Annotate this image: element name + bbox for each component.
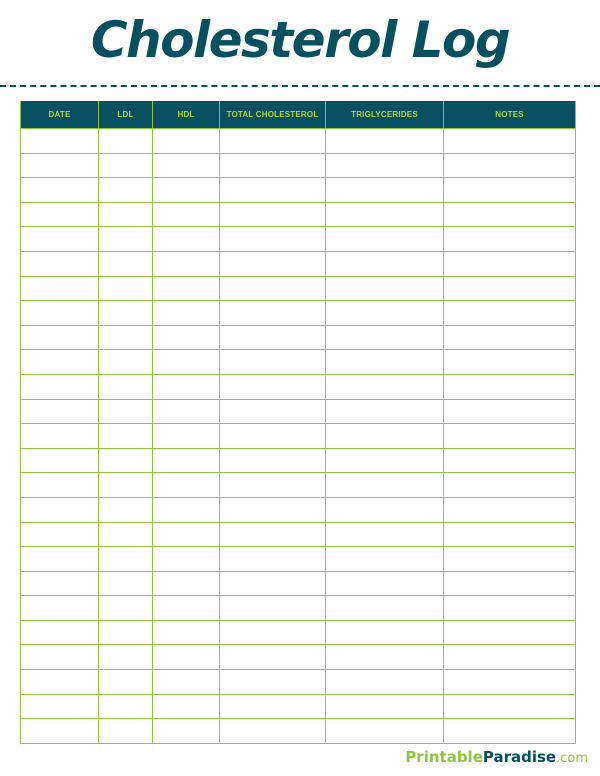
cell-ldl[interactable] [99, 227, 153, 252]
cell-ldl[interactable] [99, 325, 153, 350]
cell-notes[interactable] [444, 719, 576, 744]
cell-ldl[interactable] [99, 596, 153, 621]
cell-date[interactable] [21, 399, 99, 424]
table-row [21, 153, 576, 178]
title-divider [0, 85, 600, 87]
cell-hdl[interactable] [153, 473, 220, 498]
cell-ldl[interactable] [99, 497, 153, 522]
table-row [21, 178, 576, 203]
cell-hdl[interactable] [153, 153, 220, 178]
cell-hdl[interactable] [153, 547, 220, 572]
table-row [21, 497, 576, 522]
cell-total-cholesterol[interactable] [220, 325, 326, 350]
cell-date[interactable] [21, 547, 99, 572]
cell-triglycerides[interactable] [326, 276, 444, 301]
cell-hdl[interactable] [153, 301, 220, 326]
cell-ldl[interactable] [99, 670, 153, 695]
table-row [21, 571, 576, 596]
cell-total-cholesterol[interactable] [220, 227, 326, 252]
table-row [21, 473, 576, 498]
cell-triglycerides[interactable] [326, 227, 444, 252]
table-row [21, 325, 576, 350]
cell-ldl[interactable] [99, 202, 153, 227]
cell-ldl[interactable] [99, 694, 153, 719]
cell-date[interactable] [21, 473, 99, 498]
table-row [21, 399, 576, 424]
table-row [21, 670, 576, 695]
cell-triglycerides[interactable] [326, 325, 444, 350]
cell-date[interactable] [21, 301, 99, 326]
column-header-date: DATE [21, 101, 99, 129]
cell-hdl[interactable] [153, 350, 220, 375]
column-header-ldl: LDL [99, 101, 153, 129]
cell-ldl[interactable] [99, 719, 153, 744]
cell-hdl[interactable] [153, 399, 220, 424]
cell-ldl[interactable] [99, 571, 153, 596]
cell-total-cholesterol[interactable] [220, 153, 326, 178]
cell-total-cholesterol[interactable] [220, 473, 326, 498]
cell-notes[interactable] [444, 497, 576, 522]
table-row [21, 350, 576, 375]
column-header-hdl: HDL [153, 101, 220, 129]
cell-date[interactable] [21, 325, 99, 350]
cell-triglycerides[interactable] [326, 522, 444, 547]
cell-triglycerides[interactable] [326, 374, 444, 399]
cell-hdl[interactable] [153, 620, 220, 645]
cell-ldl[interactable] [99, 178, 153, 203]
cell-total-cholesterol[interactable] [220, 276, 326, 301]
cell-hdl[interactable] [153, 424, 220, 449]
column-header-total-cholesterol: TOTAL CHOLESTEROL [220, 101, 326, 129]
cell-triglycerides[interactable] [326, 424, 444, 449]
cell-date[interactable] [21, 153, 99, 178]
cell-ldl[interactable] [99, 448, 153, 473]
cell-date[interactable] [21, 719, 99, 744]
cell-hdl[interactable] [153, 251, 220, 276]
cell-triglycerides[interactable] [326, 620, 444, 645]
cell-triglycerides[interactable] [326, 202, 444, 227]
cell-date[interactable] [21, 227, 99, 252]
cell-total-cholesterol[interactable] [220, 645, 326, 670]
cell-hdl[interactable] [153, 325, 220, 350]
table-row [21, 596, 576, 621]
cell-hdl[interactable] [153, 645, 220, 670]
table-body [21, 129, 576, 744]
cell-date[interactable] [21, 276, 99, 301]
cell-ldl[interactable] [99, 251, 153, 276]
cell-triglycerides[interactable] [326, 399, 444, 424]
cell-total-cholesterol[interactable] [220, 719, 326, 744]
cell-notes[interactable] [444, 694, 576, 719]
cell-notes[interactable] [444, 202, 576, 227]
cell-total-cholesterol[interactable] [220, 202, 326, 227]
table-row [21, 227, 576, 252]
table-row [21, 448, 576, 473]
cell-notes[interactable] [444, 276, 576, 301]
table-row [21, 129, 576, 154]
cell-total-cholesterol[interactable] [220, 129, 326, 154]
cell-ldl[interactable] [99, 129, 153, 154]
cell-date[interactable] [21, 522, 99, 547]
cell-triglycerides[interactable] [326, 670, 444, 695]
cell-triglycerides[interactable] [326, 448, 444, 473]
footer-brand [405, 748, 588, 768]
cell-date[interactable] [21, 620, 99, 645]
cell-hdl[interactable] [153, 202, 220, 227]
cell-total-cholesterol[interactable] [220, 251, 326, 276]
column-header-triglycerides: TRIGLYCERIDES [326, 101, 444, 129]
cell-triglycerides[interactable] [326, 694, 444, 719]
cell-notes[interactable] [444, 670, 576, 695]
page-title: Cholesterol Log [90, 11, 510, 69]
cell-total-cholesterol[interactable] [220, 547, 326, 572]
cell-hdl[interactable] [153, 719, 220, 744]
cell-triglycerides[interactable] [326, 129, 444, 154]
cell-ldl[interactable] [99, 645, 153, 670]
cell-date[interactable] [21, 497, 99, 522]
cell-notes[interactable] [444, 596, 576, 621]
table-row [21, 202, 576, 227]
cell-notes[interactable] [444, 129, 576, 154]
cell-ldl[interactable] [99, 374, 153, 399]
cell-date[interactable] [21, 448, 99, 473]
cell-hdl[interactable] [153, 522, 220, 547]
table-row [21, 424, 576, 449]
cell-ldl[interactable] [99, 620, 153, 645]
cell-hdl[interactable] [153, 670, 220, 695]
brand-paradise: Paradise [482, 748, 557, 766]
cell-hdl[interactable] [153, 276, 220, 301]
cell-total-cholesterol[interactable] [220, 448, 326, 473]
cell-hdl[interactable] [153, 178, 220, 203]
cell-date[interactable] [21, 178, 99, 203]
table-row [21, 522, 576, 547]
cholesterol-log-table [20, 101, 576, 744]
cell-date[interactable] [21, 202, 99, 227]
cell-notes[interactable] [444, 620, 576, 645]
table-row [21, 301, 576, 326]
cell-triglycerides[interactable] [326, 645, 444, 670]
column-header-notes: NOTES [444, 101, 576, 129]
cell-hdl[interactable] [153, 694, 220, 719]
cell-triglycerides[interactable] [326, 473, 444, 498]
cell-notes[interactable] [444, 301, 576, 326]
cell-hdl[interactable] [153, 227, 220, 252]
table-row [21, 547, 576, 572]
table-row [21, 276, 576, 301]
cell-triglycerides[interactable] [326, 153, 444, 178]
cell-triglycerides[interactable] [326, 301, 444, 326]
cell-date[interactable] [21, 571, 99, 596]
cell-date[interactable] [21, 424, 99, 449]
cell-hdl[interactable] [153, 497, 220, 522]
cell-date[interactable] [21, 350, 99, 375]
cell-ldl[interactable] [99, 473, 153, 498]
cell-total-cholesterol[interactable] [220, 670, 326, 695]
cell-hdl[interactable] [153, 374, 220, 399]
cell-date[interactable] [21, 596, 99, 621]
brand-printable: Printable [405, 748, 483, 766]
cell-total-cholesterol[interactable] [220, 497, 326, 522]
cell-date[interactable] [21, 694, 99, 719]
brand-dotcom: .com [556, 751, 588, 766]
cell-triglycerides[interactable] [326, 571, 444, 596]
cell-total-cholesterol[interactable] [220, 571, 326, 596]
table-row [21, 251, 576, 276]
cell-date[interactable] [21, 251, 99, 276]
cell-total-cholesterol[interactable] [220, 620, 326, 645]
cell-date[interactable] [21, 645, 99, 670]
cell-total-cholesterol[interactable] [220, 301, 326, 326]
cell-ldl[interactable] [99, 522, 153, 547]
cell-total-cholesterol[interactable] [220, 374, 326, 399]
cell-hdl[interactable] [153, 596, 220, 621]
cell-notes[interactable] [444, 547, 576, 572]
cell-ldl[interactable] [99, 399, 153, 424]
table-row [21, 694, 576, 719]
cell-notes[interactable] [444, 448, 576, 473]
cell-notes[interactable] [444, 227, 576, 252]
cell-notes[interactable] [444, 325, 576, 350]
cell-total-cholesterol[interactable] [220, 350, 326, 375]
cell-triglycerides[interactable] [326, 719, 444, 744]
cell-triglycerides[interactable] [326, 178, 444, 203]
cell-hdl[interactable] [153, 129, 220, 154]
cell-hdl[interactable] [153, 448, 220, 473]
cell-notes[interactable] [444, 178, 576, 203]
cell-notes[interactable] [444, 399, 576, 424]
cell-date[interactable] [21, 374, 99, 399]
cell-ldl[interactable] [99, 153, 153, 178]
cell-triglycerides[interactable] [326, 596, 444, 621]
cell-notes[interactable] [444, 251, 576, 276]
cell-total-cholesterol[interactable] [220, 694, 326, 719]
cell-ldl[interactable] [99, 276, 153, 301]
cell-triglycerides[interactable] [326, 547, 444, 572]
cell-total-cholesterol[interactable] [220, 178, 326, 203]
cell-notes[interactable] [444, 153, 576, 178]
cell-ldl[interactable] [99, 301, 153, 326]
table-row [21, 645, 576, 670]
cell-notes[interactable] [444, 571, 576, 596]
cell-triglycerides[interactable] [326, 251, 444, 276]
cell-notes[interactable] [444, 522, 576, 547]
cell-ldl[interactable] [99, 547, 153, 572]
cell-notes[interactable] [444, 473, 576, 498]
cell-notes[interactable] [444, 645, 576, 670]
cell-date[interactable] [21, 129, 99, 154]
table-row [21, 620, 576, 645]
cell-notes[interactable] [444, 374, 576, 399]
cell-triglycerides[interactable] [326, 497, 444, 522]
cell-ldl[interactable] [99, 424, 153, 449]
cell-ldl[interactable] [99, 350, 153, 375]
cell-triglycerides[interactable] [326, 350, 444, 375]
cell-total-cholesterol[interactable] [220, 424, 326, 449]
cell-date[interactable] [21, 670, 99, 695]
table-row [21, 374, 576, 399]
table-row [21, 719, 576, 744]
cell-total-cholesterol[interactable] [220, 596, 326, 621]
cell-total-cholesterol[interactable] [220, 522, 326, 547]
cell-notes[interactable] [444, 350, 576, 375]
cell-total-cholesterol[interactable] [220, 399, 326, 424]
cell-notes[interactable] [444, 424, 576, 449]
table-header-row [21, 101, 576, 129]
cell-hdl[interactable] [153, 571, 220, 596]
